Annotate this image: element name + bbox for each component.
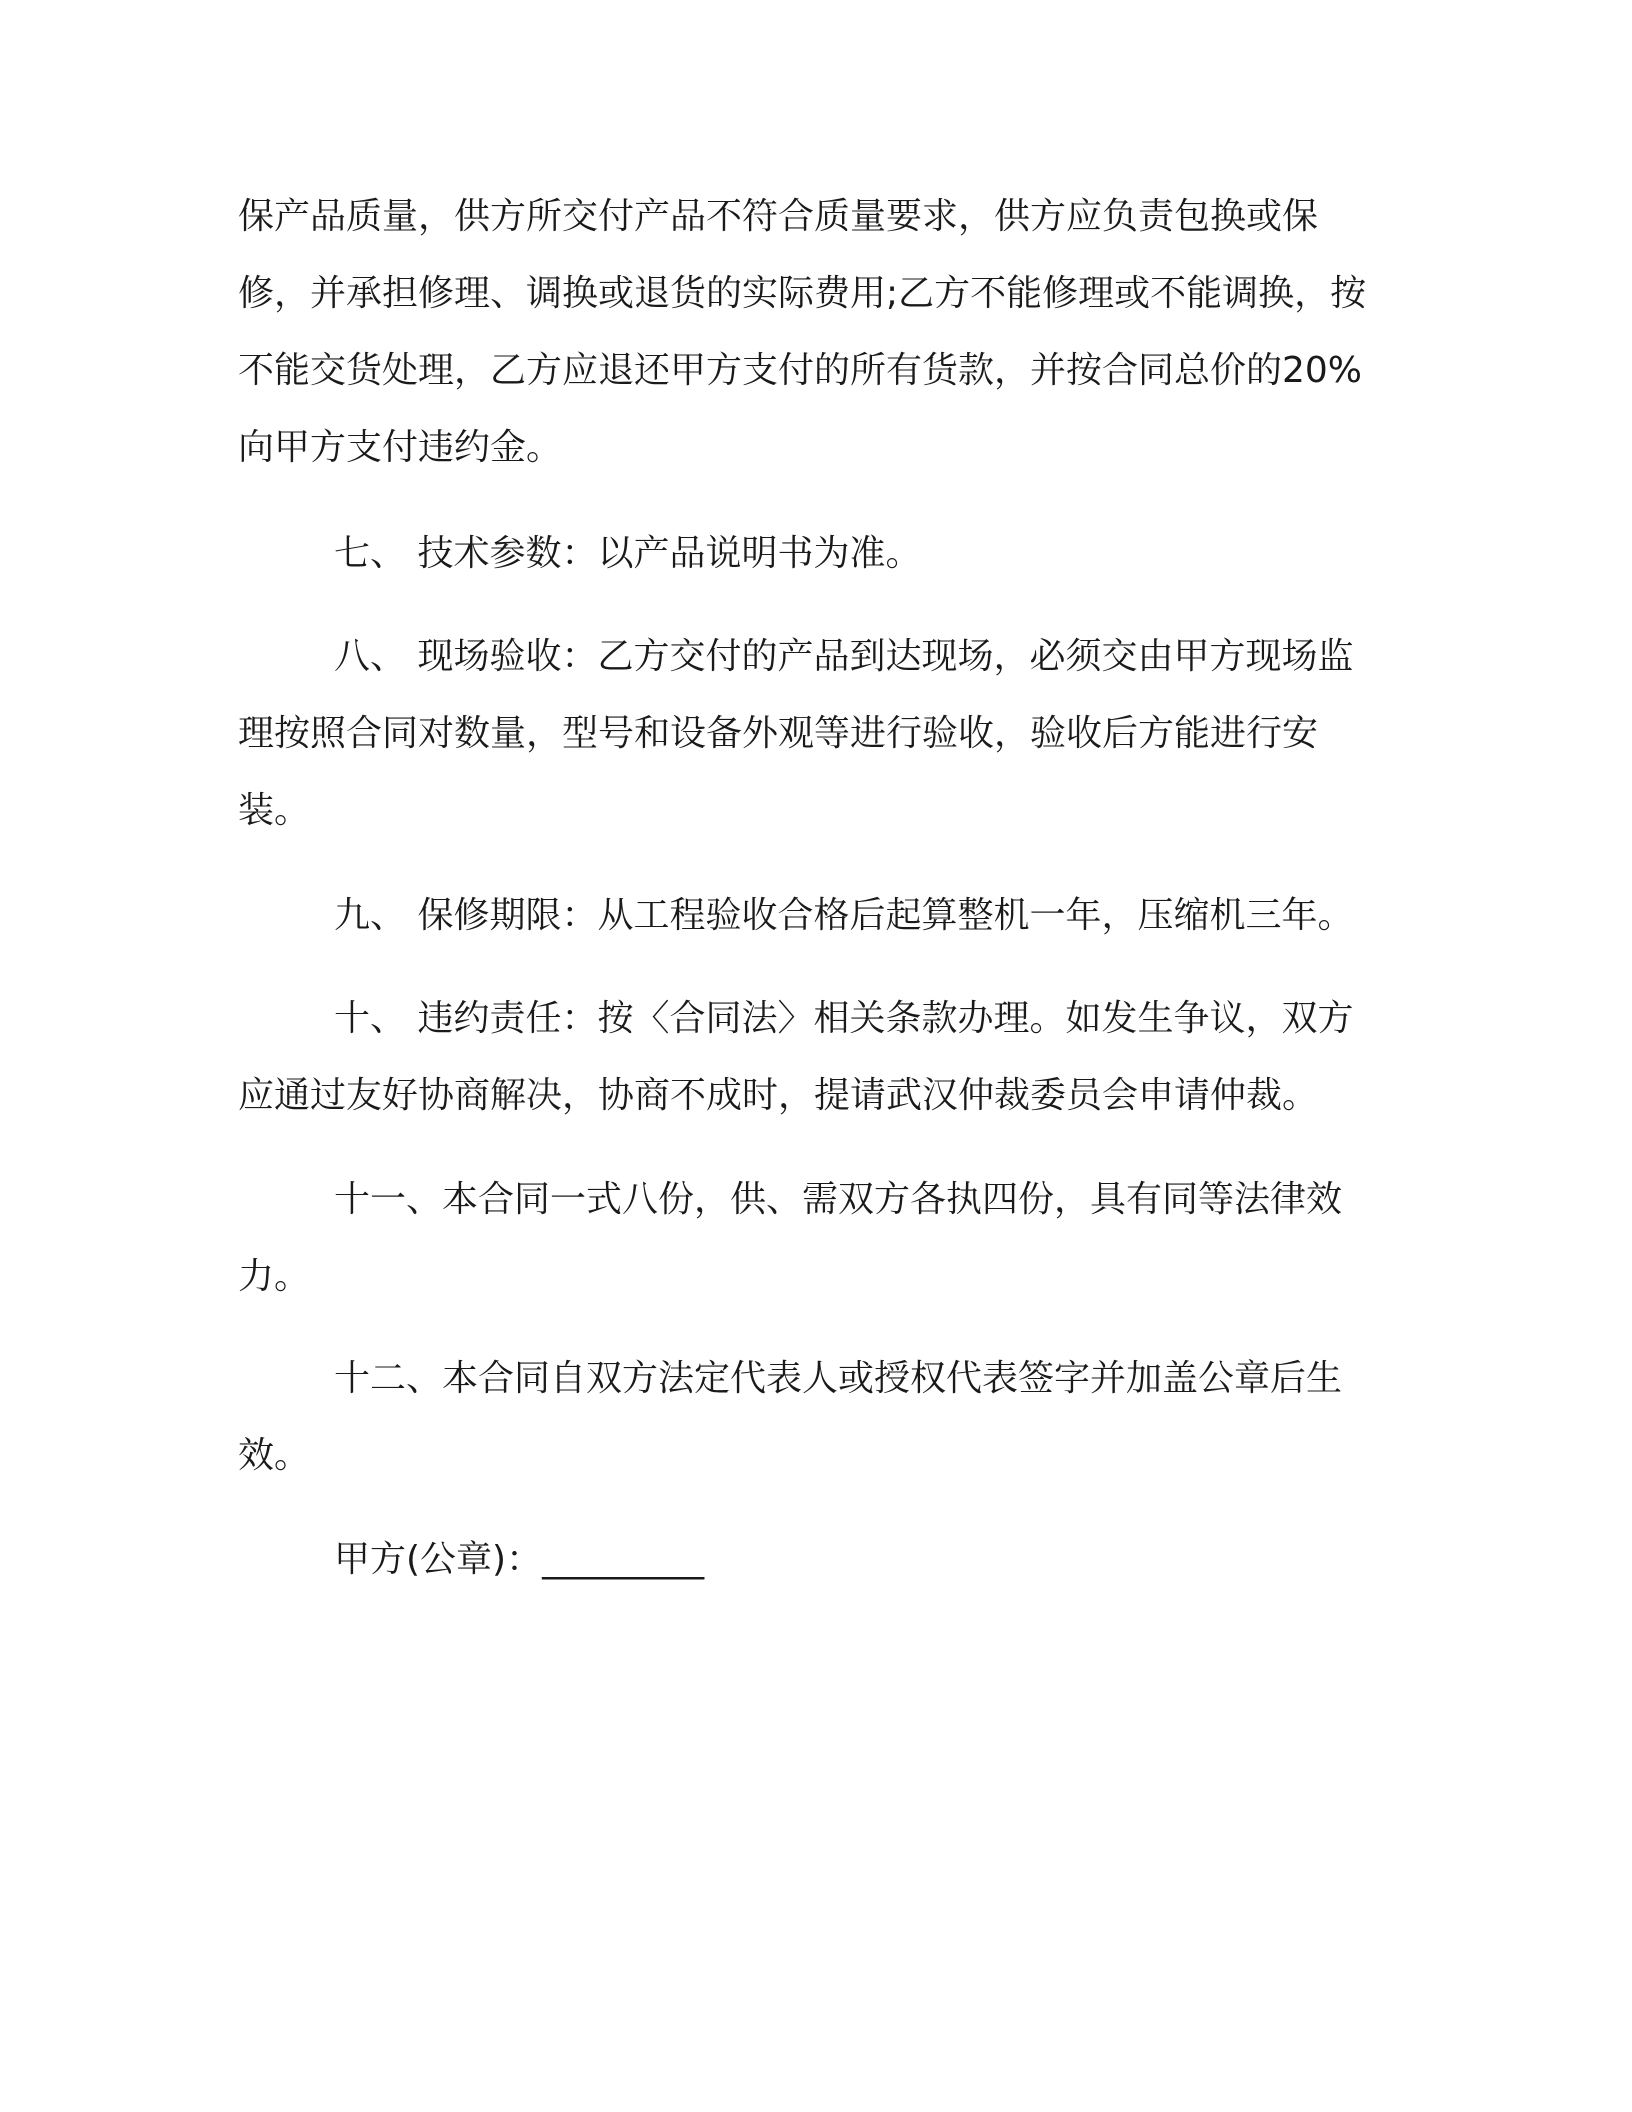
paragraph-warranty-period: 九、 保修期限：从工程验收合格后起算整机一年，压缩机三年。	[334, 895, 1354, 936]
paragraph-site-acceptance: 八、 现场验收：乙方交付的产品到达现场，必须交由甲方现场监理按照合同对数量，型号和设备外观等进行验收，验收后方能进行安装。	[238, 636, 1354, 831]
paragraph-technical-parameters: 七、 技术参数：以产品说明书为准。	[334, 533, 922, 574]
paragraph-liability: 十、 违约责任：按〈合同法〉相关条款办理。如发生争议，双方应通过友好协商解决，协商不成时，提请武汉仲裁委员会申请仲裁。	[238, 998, 1354, 1116]
paragraph-effective: 十二、本合同自双方法定代表人或授权代表签字并加盖公章后生效。	[238, 1358, 1343, 1476]
party-a-seal-line: 甲方(公章)：_________	[334, 1539, 705, 1580]
paragraph-quality-clause: 保产品质量，供方所交付产品不符合质量要求，供方应负责包换或保修，并承担修理、调换或退货的实际费用;乙方不能修理或不能调换，按不能交货处理，乙方应退还甲方支付的所有货款，并按合同总价的20%向甲方支付违约金。	[238, 196, 1367, 468]
paragraph-copies: 十一、本合同一式八份，供、需双方各执四份，具有同等法律效力。	[238, 1179, 1343, 1297]
